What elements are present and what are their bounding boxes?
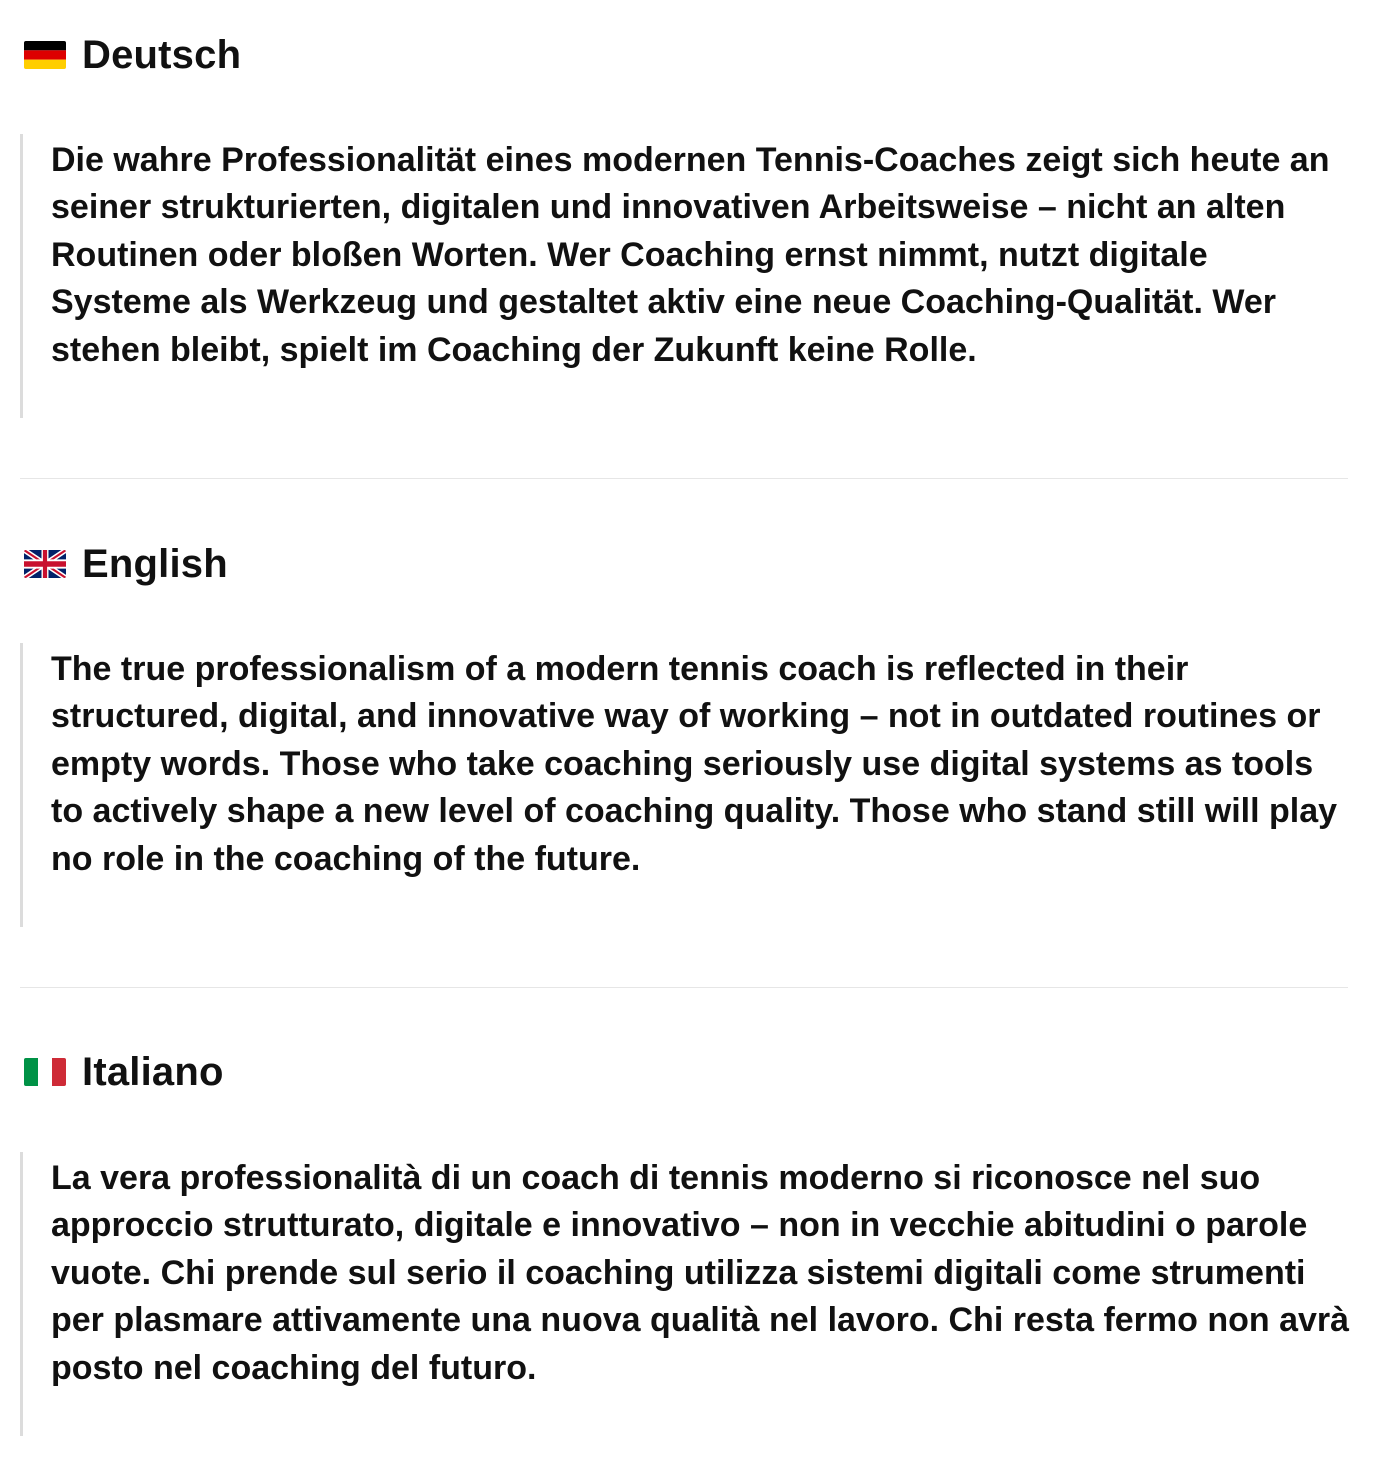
blockquote-italiano bbox=[20, 1152, 1350, 1436]
section-heading-english bbox=[24, 540, 228, 588]
section-heading-italiano bbox=[24, 1048, 224, 1096]
uk-flag-icon bbox=[24, 550, 66, 578]
quote-text: Die wahre Professionalität eines modernen Tennis-Coaches zeigt sich heute an seiner strukturierten, digitalen und innovativen Arbeitsweise – nicht an alten Routinen oder bloßen Worten. Wer Coaching ernst nimmt, nutzt digitale Systeme als Werkzeug und gestaltet aktiv eine neue Coaching-Qualität. Wer stehen bleibt, spielt im Coaching der Zukunft keine Rolle. bbox=[51, 141, 1330, 369]
heading-text: English bbox=[82, 542, 228, 586]
quote-text: La vera professionalità di un coach di tennis moderno si riconosce nel suo approccio strutturato, digitale e innovativo – non in vecchie abitudini o parole vuote. Chi prende sul serio il coaching utilizza sistemi digitali come strumenti per plasmare attivamente una nuova qualità nel lavoro. Chi resta fermo non avrà posto nel coaching del futuro. bbox=[51, 1159, 1350, 1387]
quote-text: The true professionalism of a modern tennis coach is reflected in their structured, digital, and innovative way of working – not in outdated routines or empty words. Those who take coaching seriously use digital systems as tools to actively shape a new level of coaching quality. Those who stand still will play no role in the coaching of the future. bbox=[51, 650, 1338, 878]
italian-flag-icon bbox=[24, 1058, 66, 1086]
blockquote-deutsch bbox=[20, 134, 1350, 418]
heading-text: Italiano bbox=[82, 1050, 224, 1094]
german-flag-icon bbox=[24, 41, 66, 69]
heading-text: Deutsch bbox=[82, 33, 242, 77]
blockquote-english bbox=[20, 643, 1350, 927]
section-divider bbox=[20, 987, 1348, 988]
section-heading-deutsch bbox=[24, 31, 241, 79]
section-divider bbox=[20, 478, 1348, 479]
